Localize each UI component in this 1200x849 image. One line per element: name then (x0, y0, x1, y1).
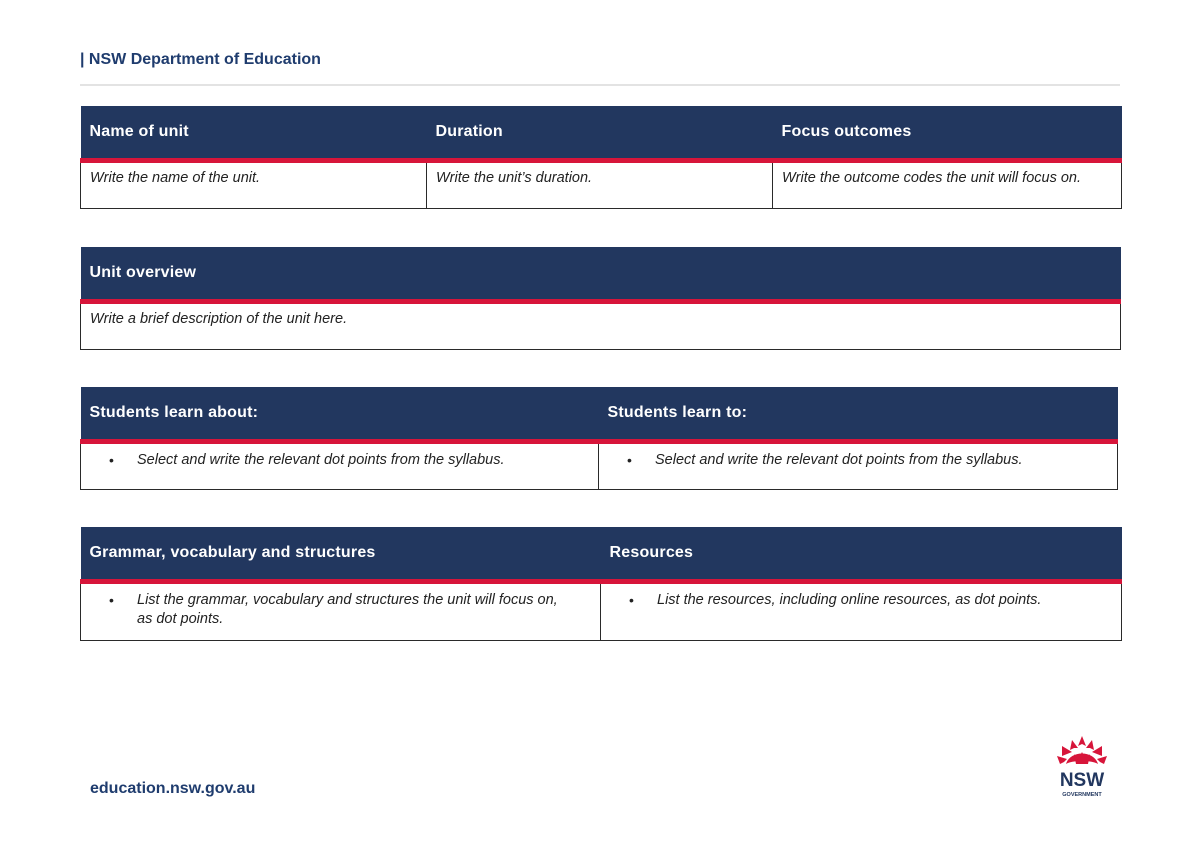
students-learn-about-header: Students learn about: (81, 387, 599, 442)
list-item (109, 451, 589, 470)
unit-overview-table (80, 247, 1121, 350)
header-divider (80, 84, 1120, 86)
list-item-text: List the grammar, vocabulary and structures the unit will focus on, as dot points. (137, 592, 558, 627)
bullet-icon: • (627, 452, 632, 468)
logo-nsw-text: NSW (1059, 770, 1105, 791)
unit-overview-header: Unit overview (81, 247, 1121, 302)
grammar-vocabulary-header: Grammar, vocabulary and structures (81, 527, 601, 582)
grammar-resources-table (80, 527, 1122, 641)
logo-government-text: GOVERNMENT (1062, 792, 1102, 798)
duration-header: Duration (427, 106, 773, 161)
bullet-icon: • (109, 452, 114, 468)
students-learn-to-cell[interactable] (599, 442, 1118, 490)
learning-table (80, 387, 1118, 490)
list-item (109, 591, 561, 629)
bullet-icon: • (109, 592, 114, 608)
list-item (627, 451, 1108, 470)
focus-outcomes-cell[interactable]: Write the outcome codes the unit will focus on. (773, 161, 1122, 209)
list-item (629, 591, 1112, 610)
focus-outcomes-header: Focus outcomes (773, 106, 1122, 161)
nsw-government-logo (1052, 734, 1112, 800)
resources-cell[interactable] (601, 582, 1122, 641)
list-item-text: Select and write the relevant dot points from the syllabus. (655, 452, 1023, 468)
bullet-icon: • (629, 592, 634, 608)
name-of-unit-cell[interactable]: Write the name of the unit. (81, 161, 427, 209)
students-learn-about-cell[interactable] (81, 442, 599, 490)
resources-header: Resources (601, 527, 1122, 582)
unit-overview-cell[interactable]: Write a brief description of the unit here. (81, 302, 1121, 350)
students-learn-to-header: Students learn to: (599, 387, 1118, 442)
list-item-text: List the resources, including online resources, as dot points. (657, 592, 1042, 608)
footer-website-link[interactable]: education.nsw.gov.au (90, 780, 256, 797)
duration-cell[interactable]: Write the unit’s duration. (427, 161, 773, 209)
name-of-unit-header: Name of unit (81, 106, 427, 161)
waratah-icon (1052, 734, 1112, 800)
list-item-text: Select and write the relevant dot points from the syllabus. (137, 452, 505, 468)
grammar-vocabulary-cell[interactable] (81, 582, 601, 641)
unit-details-table (80, 106, 1122, 209)
page-header-title: | NSW Department of Education (80, 51, 321, 68)
